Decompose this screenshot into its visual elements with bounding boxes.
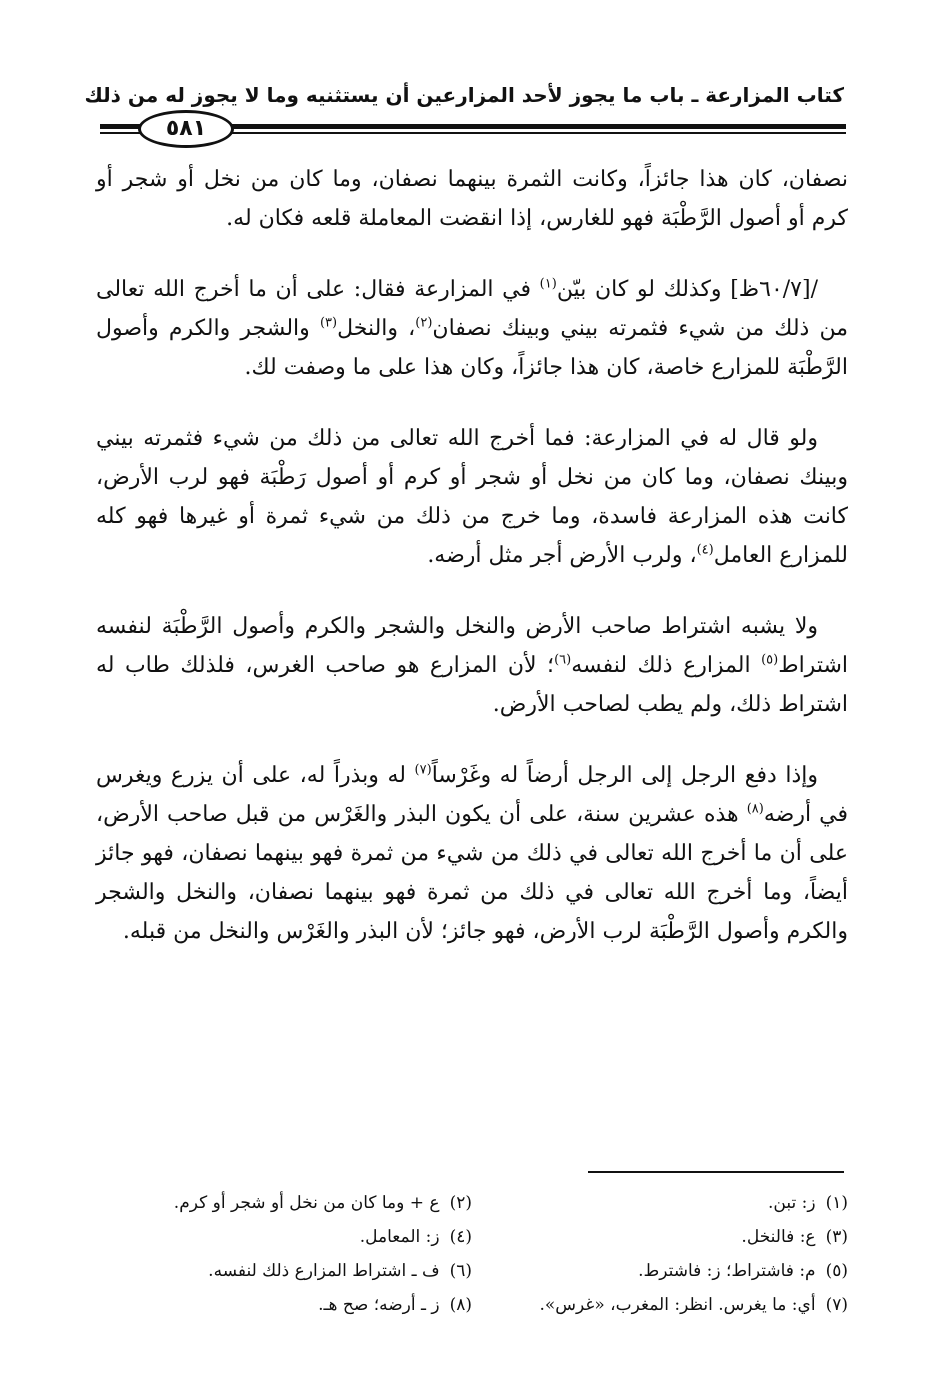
footnote-row bbox=[96, 1186, 848, 1220]
paragraph bbox=[96, 756, 848, 951]
footnote-row bbox=[96, 1220, 848, 1254]
paragraph-text: هذه عشرين سنة، على أن يكون البذر والغَرْس من قبل صاحب الأرض، على أن ما أخرج الله تعالى في ذلك من شيء من ثمرة فهو بينهما نصفان، فهو جائز أيضاً، وما أخرج الله تعالى في ذلك من ثمرة فهو بينهما نصفان، والنخل والشجر والكرم وأصول الرَّطْبَة لرب الأرض، فهو جائز؛ لأن البذر والغَرْس والنخل من قبله. bbox=[96, 802, 848, 944]
footnote-number: (٤) bbox=[449, 1227, 472, 1247]
footnote-number: (٦) bbox=[449, 1261, 472, 1281]
paragraph bbox=[96, 270, 848, 387]
paragraph-text: ولو قال له في المزارعة: فما أخرج الله تعالى من ذلك من شيء فثمرته بيني وبينك نصفان، وما كان من نخل أو شجر أو كرم أو أصول رَطْبَة فهو لرب الأرض، كانت هذه المزارعة فاسدة، وما خرج من ذلك من شيء ثمرة أو غيرها فهو كله للمزارع العامل bbox=[96, 426, 848, 568]
paragraph-text: نصفان، كان هذا جائزاً، وكانت الثمرة بينهما نصفان، وما كان من نخل أو شجر أو كرم أو أصول الرَّطْبَة فهو للغارس، إذا انقضت المعاملة قلعه فكان له. bbox=[96, 167, 848, 231]
paragraph-text: له وبذراً له، على أن يزرع ويغرس في أرضه bbox=[96, 763, 848, 827]
paragraph-text: ؛ لأن المزارع هو صاحب الغرس، فلذلك طاب له اشتراط ذلك، ولم يطب لصاحب الأرض. bbox=[96, 653, 848, 717]
footnotes bbox=[96, 1186, 848, 1322]
footnote-marker: (٨) bbox=[746, 801, 764, 817]
footnote-number: (٧) bbox=[825, 1295, 848, 1315]
paragraph-text: المزارع ذلك لنفسه bbox=[571, 653, 762, 678]
footnote-text: ز: المعامل. bbox=[359, 1227, 440, 1247]
footnote bbox=[472, 1186, 848, 1220]
footnote-text: م: فاشتراط؛ ز: فاشترط. bbox=[638, 1261, 816, 1281]
footnote-row bbox=[96, 1288, 848, 1322]
paragraph-text: ولا يشبه اشتراط صاحب الأرض والنخل والشجر والكرم وأصول الرَّطْبَة لنفسه اشتراط bbox=[96, 614, 848, 678]
footnote-text: ف ـ اشتراط المزارع ذلك لنفسه. bbox=[208, 1261, 440, 1281]
footnote-marker: (٥) bbox=[761, 652, 779, 668]
footnote-row bbox=[96, 1254, 848, 1288]
footnote-marker: (١) bbox=[539, 276, 557, 292]
footnote-number: (١) bbox=[825, 1193, 848, 1213]
footnote bbox=[96, 1220, 472, 1254]
footnote bbox=[472, 1288, 848, 1322]
paragraph bbox=[96, 419, 848, 575]
footnote-text: ز ـ أرضه؛ صح هـ. bbox=[318, 1295, 440, 1315]
footnote-number: (٢) bbox=[449, 1193, 472, 1213]
footnote bbox=[96, 1254, 472, 1288]
main-text bbox=[96, 160, 848, 983]
footnote-number: (٣) bbox=[825, 1227, 848, 1247]
page-number: ٥٨١ bbox=[138, 110, 234, 148]
paragraph-text: /[٦٠/٧ظ] وكذلك لو كان بيّن bbox=[556, 277, 818, 302]
footnote-number: (٥) bbox=[825, 1261, 848, 1281]
paragraph-text: ، والنخل bbox=[337, 316, 416, 341]
footnote bbox=[472, 1220, 848, 1254]
footnote-marker: (٢) bbox=[415, 315, 433, 331]
footnote-marker: (٣) bbox=[319, 315, 338, 331]
footnote-number: (٨) bbox=[449, 1295, 472, 1315]
paragraph bbox=[96, 607, 848, 724]
footnote-text: أي: ما يغرس. انظر: المغرب، «غرس». bbox=[539, 1295, 816, 1315]
footnote-text: ع: فالنخل. bbox=[741, 1227, 816, 1247]
paragraph-text: والشجر والكرم وأصول الرَّطْبَة للمزارع خاصة، كان هذا جائزاً، وكان هذا على ما وصفت لك. bbox=[96, 316, 848, 380]
footnote-marker: (٧) bbox=[414, 762, 432, 778]
paragraph-text: ، ولرب الأرض أجر مثل أرضه. bbox=[427, 543, 697, 568]
paragraph bbox=[96, 160, 848, 238]
running-header-title: كتاب المزارعة ـ باب ما يجوز لأحد المزارعين أن يستثنيه وما لا يجوز له من ذلك bbox=[84, 83, 844, 107]
footnote-separator bbox=[588, 1171, 844, 1173]
footnote-marker: (٤) bbox=[696, 542, 714, 558]
footnote bbox=[472, 1254, 848, 1288]
footnote-marker: (٦) bbox=[554, 652, 572, 668]
footnote bbox=[96, 1288, 472, 1322]
paragraph-text: وإذا دفع الرجل إلى الرجل أرضاً له وغَرْساً bbox=[431, 763, 818, 788]
footnote bbox=[96, 1186, 472, 1220]
footnote-text: ع + وما كان من نخل أو شجر أو كرم. bbox=[173, 1193, 440, 1213]
paragraph-text: في المزارعة فقال: على أن ما أخرج الله تعالى من ذلك من شيء فثمرته بيني وبينك نصفان bbox=[96, 277, 849, 341]
footnote-text: ز: تبن. bbox=[768, 1193, 816, 1213]
